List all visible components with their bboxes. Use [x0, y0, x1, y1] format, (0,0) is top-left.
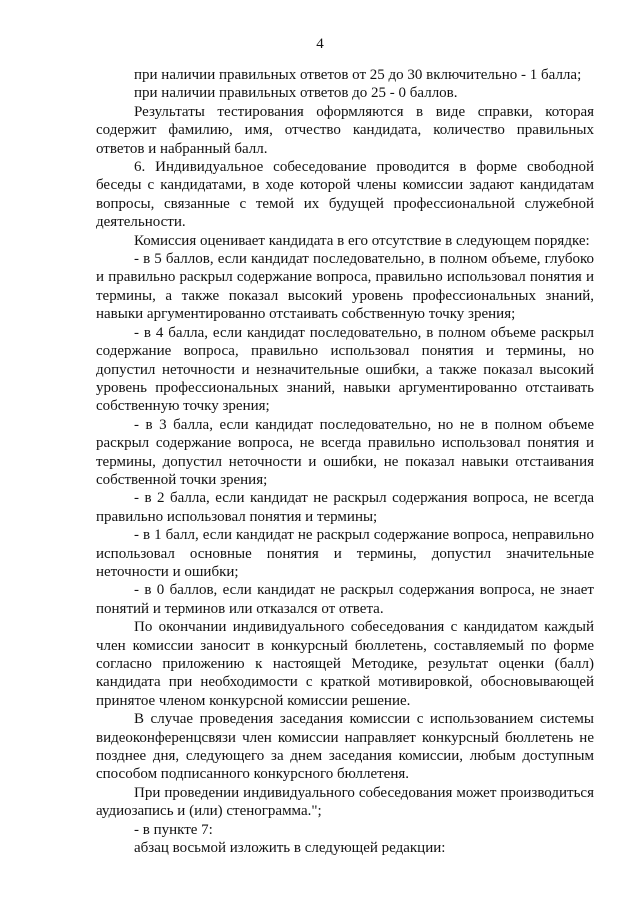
paragraph-score-0: при наличии правильных ответов до 25 - 0 баллов.	[134, 85, 458, 102]
paragraph-five-points: - в 5 баллов, если кандидат последовательно, в полном объеме, глубоко и правильно раскрыл содержание вопроса, правильно использовал понятия и термины, а также показал высокий уровень профессиональных знаний, навыки аргументированно отстаивать собственную точку зрения;	[96, 251, 594, 323]
paragraph-score-1: при наличии правильных ответов от 25 до 30 включительно - 1 балла;	[134, 67, 582, 83]
paragraph-four-points: - в 4 балла, если кандидат последовательно, в полном объеме раскрыл содержание вопроса, правильно использовал понятия и термины, но допустил неточности и незначительные ошибки, а также показал высокий уровень профессиональных знаний, навыки аргументированно отстаивать собственную точку зрения;	[96, 324, 594, 415]
paragraph-two-points: - в 2 балла, если кандидат не раскрыл содержания вопроса, не всегда правильно использовал понятия и термины;	[96, 490, 594, 525]
paragraph-one-point: - в 1 балл, если кандидат не раскрыл содержание вопроса, неправильно использовал основные понятия и термины, допустил значительные неточности и ошибки;	[96, 527, 594, 580]
paragraph-interview: 6. Индивидуальное собеседование проводится в форме свободной беседы с кандидатами, в ходе которой члены комиссии задают кандидатам вопросы, связанные с темой их будущей профессиональной служебной деятельности.	[96, 159, 594, 231]
page-number: 4	[316, 36, 324, 52]
paragraph-recording: При проведении индивидуального собеседования может производиться аудиозапись и (или) стенограмма.";	[96, 784, 594, 820]
paragraph-videoconference: В случае проведения заседания комиссии с использованием системы видеоконференцсвязи член комиссии направляет конкурсный бюллетень не позднее дня, следующего за днем заседания комиссии, любым доступным способом подписанного конкурсного бюллетеня.	[96, 711, 594, 783]
paragraph-ballot: По окончании индивидуального собеседования с кандидатом каждый член комиссии заносит в конкурсный бюллетень, составляемый по форме согласно приложению к настоящей Методике, результат оценки (балл) кандидата при необходимости с краткой мотивировкой, обосновывающей принятое членом конкурсной комиссии решение.	[96, 619, 594, 709]
document-body	[96, 66, 594, 857]
paragraph-zero-points: - в 0 баллов, если кандидат не раскрыл содержания вопроса, не знает понятий и терминов или отказался от ответа.	[96, 582, 594, 617]
paragraph-eighth-paragraph: абзац восьмой изложить в следующей редакции:	[134, 840, 446, 857]
paragraph-evaluation-order: Комиссия оценивает кандидата в его отсутствие в следующем порядке:	[134, 232, 590, 249]
paragraph-item-7: - в пункте 7:	[134, 821, 213, 838]
paragraph-test-results: Результаты тестирования оформляются в виде справки, которая содержит фамилию, имя, отчество кандидата, количество правильных ответов и набранный балл.	[96, 103, 594, 157]
paragraph-three-points: - в 3 балла, если кандидат последовательно, но не в полном объеме раскрыл содержание вопроса, не всегда правильно использовал понятия и термины, допустил неточности и ошибки, не показал навыки отстаивания собственной точки зрения;	[96, 416, 594, 488]
